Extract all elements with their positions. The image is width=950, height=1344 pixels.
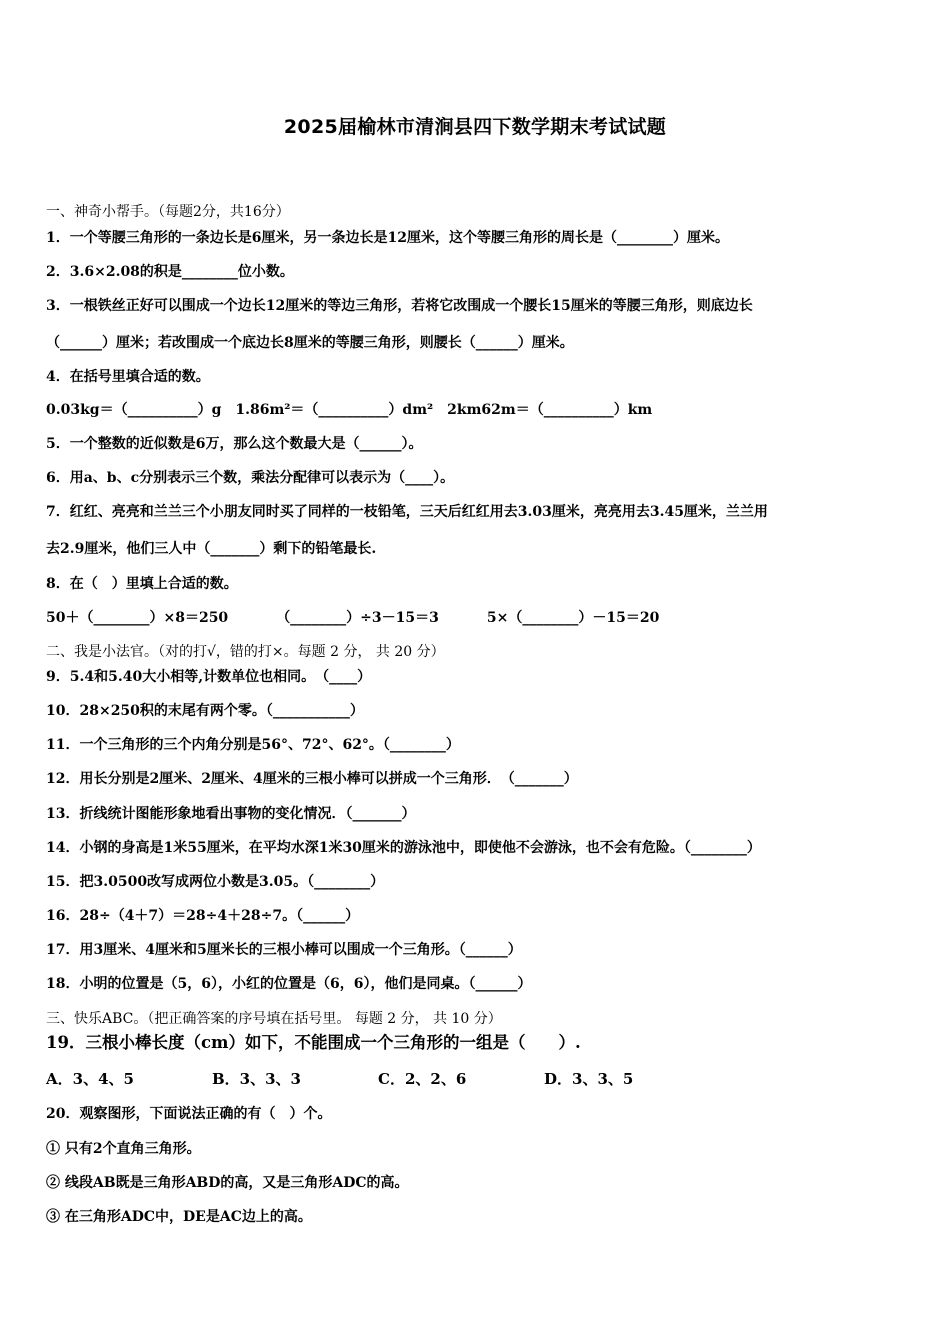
section-heading-2: 二、我是小法官。（对的打√，错的打×。每题 2 分， 共 20 分）: [46, 644, 445, 660]
question-17: 17．用3厘米、4厘米和5厘米长的三根小棒可以围成一个三角形。（______）: [46, 942, 522, 958]
question-4-item-b: 1.86m²＝（__________）dm²: [235, 402, 434, 418]
question-20-statement-2: ② 线段AB既是三角形ABD的高，又是三角形ADC的高。: [46, 1175, 409, 1191]
question-4-item-a: 0.03kg＝（__________）g: [46, 402, 222, 418]
question-6: 6．用a、b、c分别表示三个数，乘法分配律可以表示为（____）。: [46, 470, 455, 486]
question-19: 19．三根小棒长度（cm）如下，不能围成一个三角形的一组是（ ）.: [46, 1033, 581, 1052]
question-12: 12．用长分别是2厘米、2厘米、4厘米的三根小棒可以拼成一个三角形． （_______）: [46, 771, 578, 787]
question-13: 13．折线统计图能形象地看出事物的变化情况．（_______）: [46, 806, 416, 822]
option-a: A．3、4、5: [46, 1070, 134, 1088]
question-4-item-c: 2km62m＝（__________）km: [447, 402, 653, 418]
page-title: 2025届榆林市清涧县四下数学期末考试试题: [283, 116, 667, 138]
question-20-statement-1: ① 只有2个直角三角形。: [46, 1141, 201, 1157]
question-20: 20．观察图形，下面说法正确的有（ ）个。: [46, 1106, 332, 1122]
question-4-items: [46, 400, 920, 420]
question-9: 9．5.4和5.40大小相等,计数单位也相同。 （____）: [46, 669, 372, 685]
question-11: 11．一个三角形的三个内角分别是56°、72°、62°。（________）: [46, 737, 460, 753]
question-8-items: [46, 608, 920, 628]
question-2: 2．3.6×2.08的积是________位小数。: [46, 264, 294, 280]
question-5: 5．一个整数的近似数是6万，那么这个数最大是（______）。: [46, 436, 423, 452]
question-20-statement-3: ③ 在三角形ADC中，DE是AC边上的高。: [46, 1209, 312, 1225]
question-10: 10．28×250积的末尾有两个零。（___________）: [46, 703, 364, 719]
question-1: 1．一个等腰三角形的一条边长是6厘米，另一条边长是12厘米，这个等腰三角形的周长是（________）厘米。: [46, 230, 729, 246]
option-d: D．3、3、5: [544, 1070, 634, 1088]
question-4: 4．在括号里填合适的数。: [46, 369, 210, 385]
question-8-item-c: 5×（________）－15＝20: [486, 610, 660, 626]
section-heading-3: 三、快乐ABC。（把正确答案的序号填在括号里。 每题 2 分， 共 10 分）: [46, 1011, 502, 1027]
question-14: 14．小钢的身高是1米55厘米，在平均水深1米30厘米的游泳池中，即使他不会游泳，也不会有危险。（________）: [46, 840, 761, 856]
question-7-line-1: 7．红红、亮亮和兰兰三个小朋友同时买了同样的一枝铅笔，三天后红红用去3.03厘米，亮亮用去3.45厘米，兰兰用: [46, 504, 768, 520]
question-3-line-2: （______）厘米；若改围成一个底边长8厘米的等腰三角形，则腰长（______）厘米。: [46, 335, 574, 351]
question-15: 15．把3.0500改写成两位小数是3.05。（________）: [46, 874, 385, 890]
question-3-line-1: 3．一根铁丝正好可以围成一个边长12厘米的等边三角形，若将它改围成一个腰长15厘米的等腰三角形，则底边长: [46, 298, 753, 314]
question-16: 16．28÷（4＋7）＝28÷4＋28÷7。（______）: [46, 908, 360, 924]
question-19-options: [46, 1069, 920, 1090]
question-8-item-b: （________）÷3－15＝3: [276, 610, 439, 626]
option-b: B．3、3、3: [212, 1070, 301, 1088]
question-7-line-2: 去2.9厘米，他们三人中（_______）剩下的铅笔最长.: [46, 541, 377, 557]
section-heading-1: 一、神奇小帮手。（每题2分，共16分）: [46, 204, 290, 220]
question-8: 8．在（ ）里填上合适的数。: [46, 576, 238, 592]
option-c: C．2、2、6: [378, 1070, 467, 1088]
question-8-item-a: 50＋（________）×8＝250: [46, 610, 229, 626]
question-18: 18．小明的位置是（5，6），小红的位置是（6，6），他们是同桌。（______）: [46, 976, 532, 992]
